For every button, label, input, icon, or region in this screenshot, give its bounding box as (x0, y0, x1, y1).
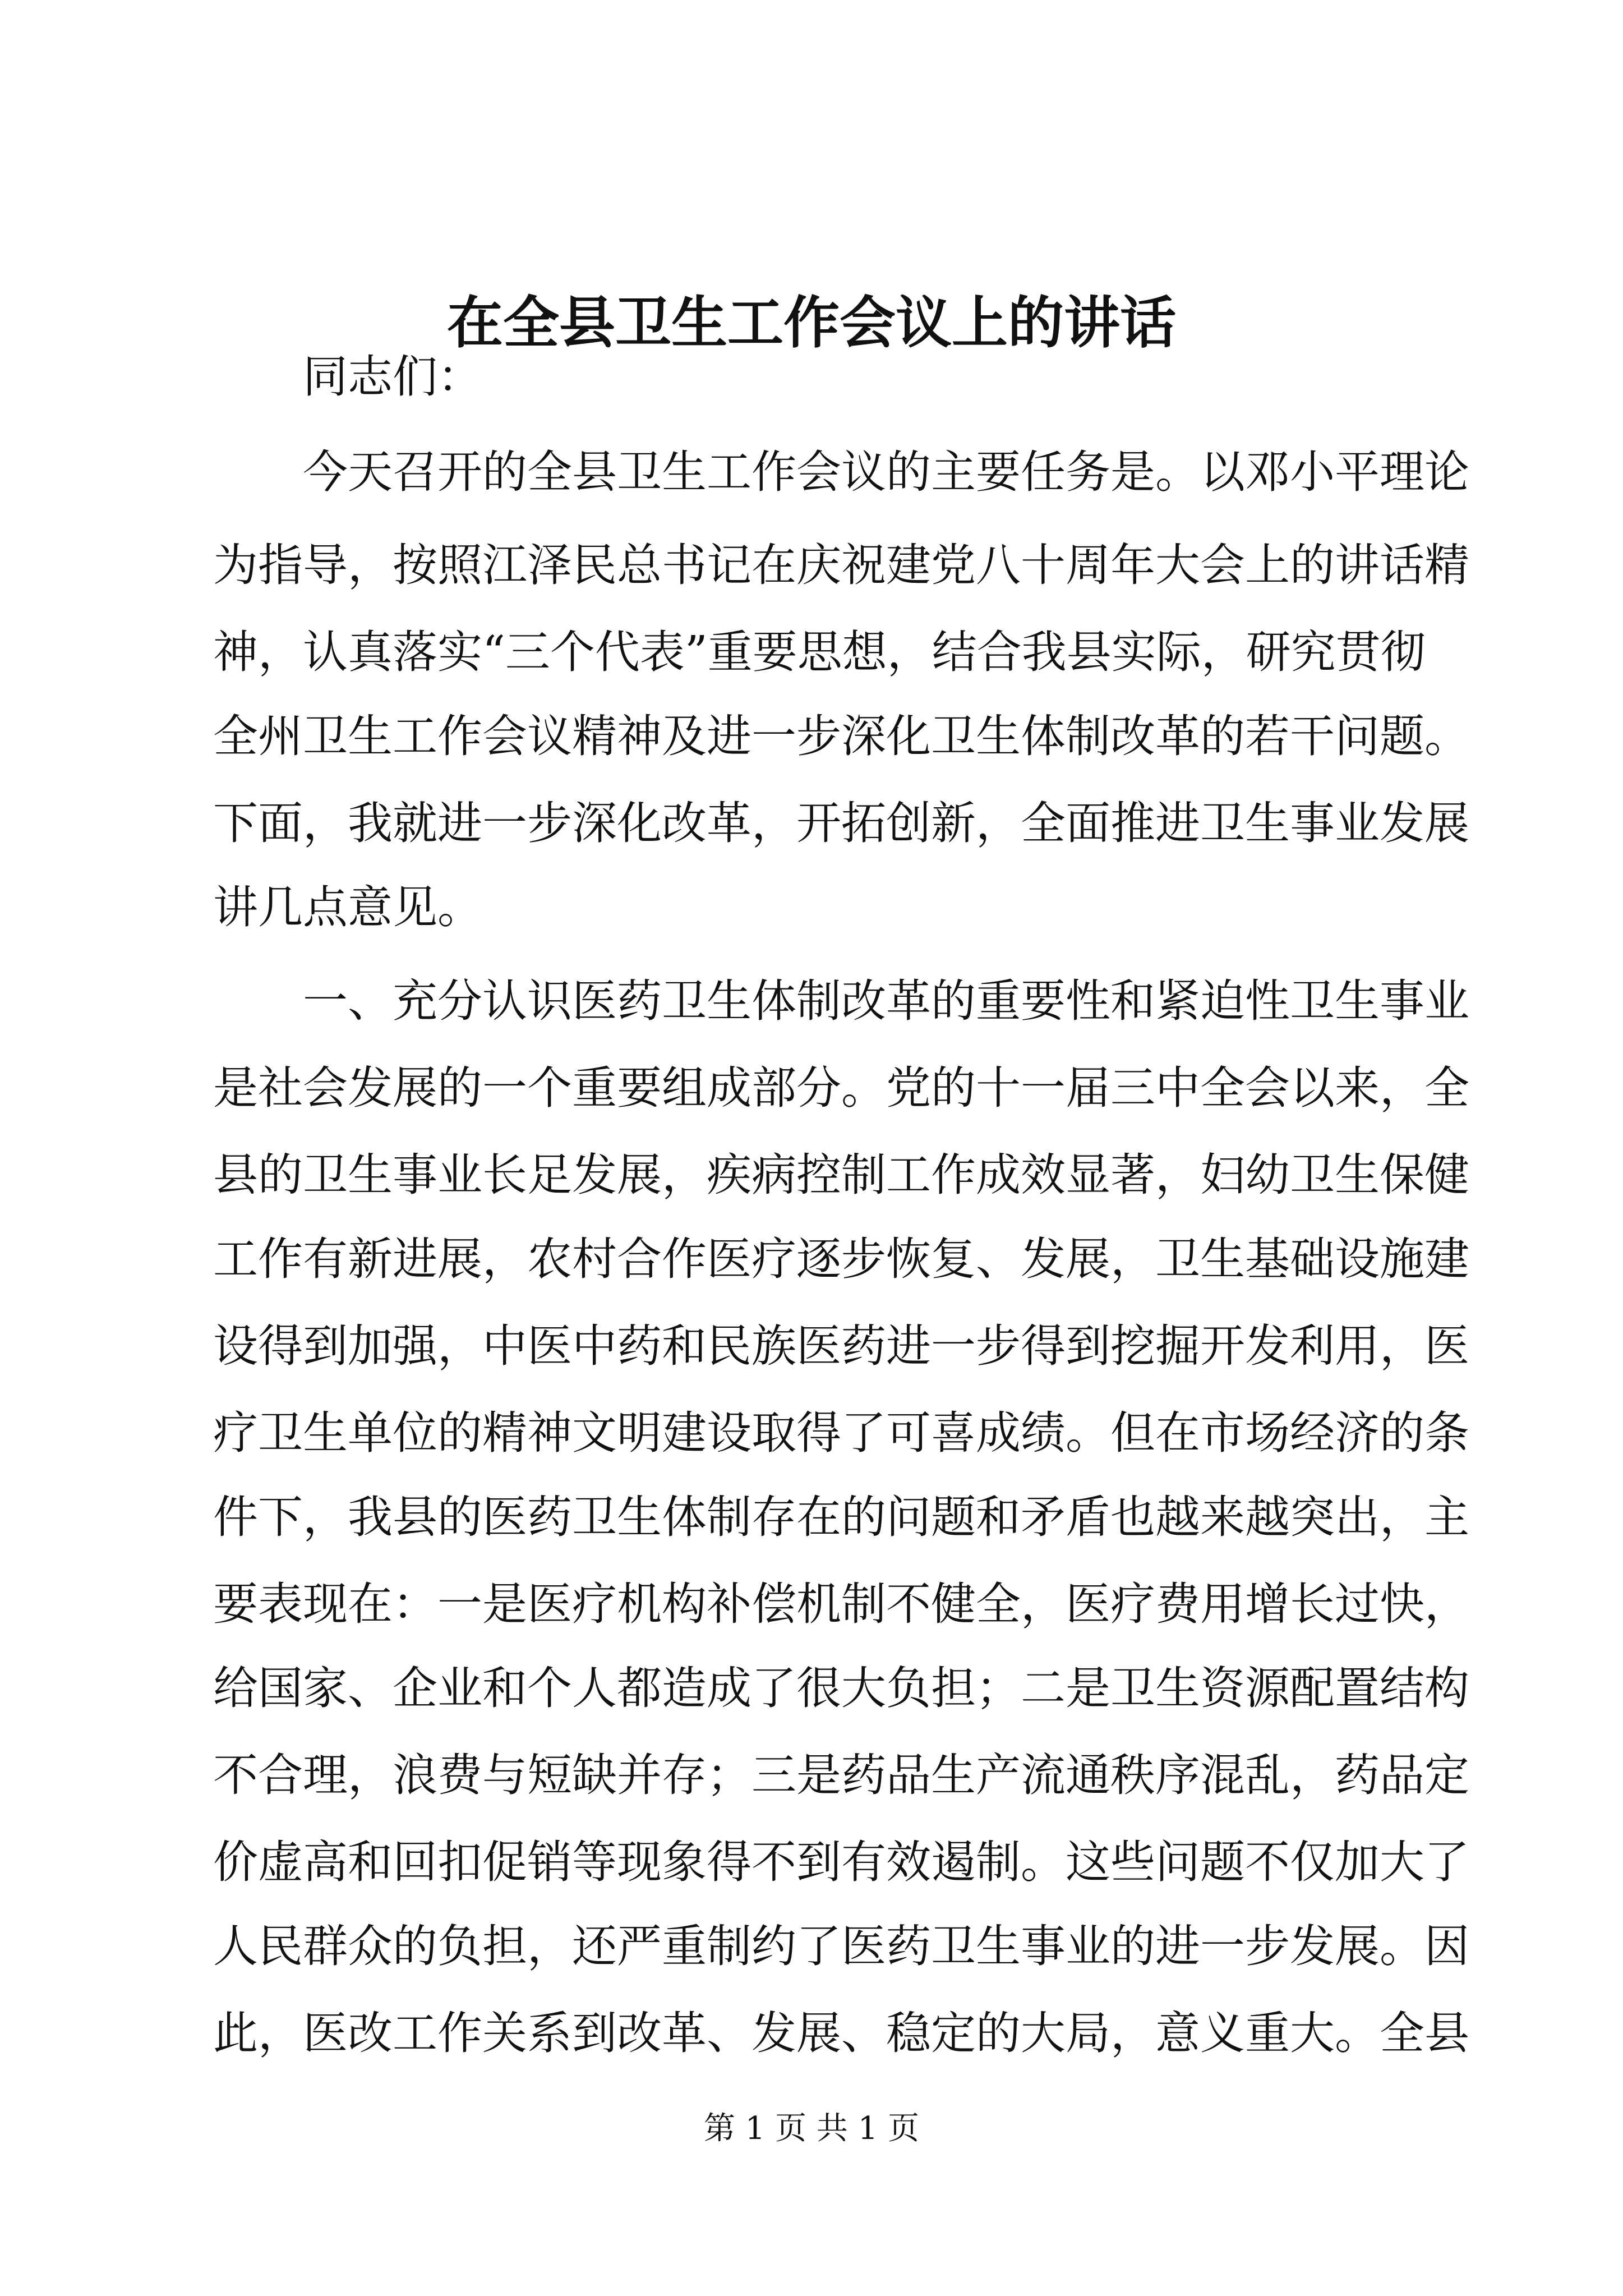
body-line-2: 为指导，按照江泽民总书记在庆祝建党八十周年大会上的讲话精 (213, 539, 1469, 591)
body-line-12: 疗卫生单位的精神文明建设取得了可喜成绩。但在市场经济的条 (213, 1407, 1469, 1459)
body-line-6: 讲几点意见。 (213, 881, 482, 933)
body-line-15: 给国家、企业和个人都造成了很大负担；二是卫生资源配置结构 (213, 1662, 1469, 1714)
body-line-19: 此，医改工作关系到改革、发展、稳定的大局，意义重大。全县 (213, 2007, 1469, 2059)
body-line-4: 全州卫生工作会议精神及进一步深化卫生体制改革的若干问题。 (213, 710, 1469, 762)
body-line-7: 一、充分认识医药卫生体制改革的重要性和紧迫性卫生事业 (303, 975, 1469, 1027)
body-line-17: 价虚高和回扣促销等现象得不到有效遏制。这些问题不仅加大了 (213, 1836, 1469, 1888)
body-line-11: 设得到加强，中医中药和民族医药进一步得到挖掘开发利用，医 (213, 1320, 1469, 1372)
body-line-9: 县的卫生事业长足发展，疾病控制工作成效显著，妇幼卫生保健 (213, 1149, 1469, 1201)
body-line-18: 人民群众的负担，还严重制约了医药卫生事业的进一步发展。因 (213, 1920, 1469, 1972)
body-line-1: 今天召开的全县卫生工作会议的主要任务是。以邓小平理论 (303, 446, 1469, 498)
body-line-16: 不合理，浪费与短缺并存；三是药品生产流通秩序混乱，药品定 (213, 1749, 1469, 1801)
body-line-3: 神，认真落实“三个代表”重要思想，结合我县实际，研究贯彻 (213, 626, 1426, 678)
body-line-13: 件下，我县的医药卫生体制存在的问题和矛盾也越来越突出，主 (213, 1491, 1469, 1543)
body-line-14: 要表现在：一是医疗机构补偿机制不健全，医疗费用增长过快， (213, 1578, 1469, 1630)
body-line-10: 工作有新进展，农村合作医疗逐步恢复、发展，卫生基础设施建 (213, 1233, 1469, 1285)
body-line-5: 下面，我就进一步深化改革，开拓创新，全面推进卫生事业发展 (213, 797, 1469, 849)
salutation: 同志们： (303, 351, 482, 403)
page-footer: 第 1 页 共 1 页 (703, 2110, 920, 2147)
body-line-8: 是社会发展的一个重要组成部分。党的十一届三中全会以来，全 (213, 1062, 1469, 1114)
document-title: 在全县卫生工作会议上的讲话 (447, 289, 1176, 356)
